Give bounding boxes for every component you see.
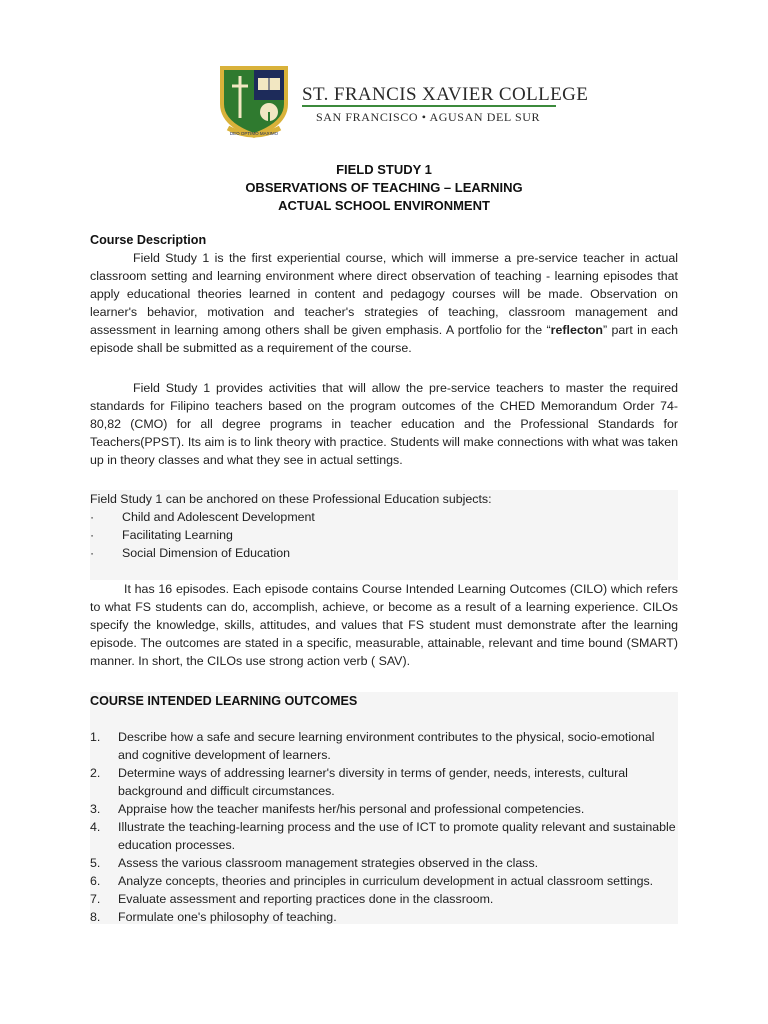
list-item: · Facilitating Learning [90, 526, 678, 544]
item-text: Illustrate the teaching-learning process and the use of ICT to promote quality relevant and sustainable education processes. [118, 820, 676, 852]
list-item [90, 854, 678, 872]
item-number: 5. [90, 856, 101, 870]
item-text: Assess the various classroom management strategies observed in the class. [118, 856, 539, 870]
course-description-section [90, 231, 678, 357]
college-name: ST. FRANCIS XAVIER COLLEGE [302, 84, 589, 105]
subjects-list [90, 508, 678, 562]
subjects-section [90, 490, 678, 580]
episodes-paragraph: It has 16 episodes. Each episode contains Course Intended Learning Outcomes (CILO) which refers to what FS students can do, accomplish, achieve, or become as a result of a learning experience. CILOs specify the knowledge, skills, attitudes, and values that FS student must demonstrate after the learning episode. The outcomes are stated in a specific, measurable, attainable, relevant and time bound (SMART) manner. In short, the CILOs use strong action verb ( SAV). [90, 582, 678, 668]
header-divider [302, 105, 556, 107]
title-line-2: OBSERVATIONS OF TEACHING – LEARNING [245, 180, 523, 195]
document-title-block [0, 161, 768, 215]
paragraph-1-text-a: Field Study 1 is the first experiential course, which will immerse a pre-service teacher in actual classroom setting and learning environment where direct observation of teaching - learning episodes that apply educational theories learned in content and pedagogy courses will be made. Observation on learner's behavior, motivation and teacher's strategies of teaching, classroom management and assessment in learning among others shall be given emphasis. A portfolio for the “ [90, 251, 678, 337]
item-number: 4. [90, 820, 101, 834]
list-item [90, 908, 678, 926]
item-number: 2. [90, 766, 101, 780]
item-number: 7. [90, 892, 101, 906]
list-item [90, 818, 678, 854]
list-item: · Social Dimension of Education [90, 544, 678, 562]
item-text: Describe how a safe and secure learning environment contributes to the physical, socio-emotional and cognitive development of learners. [118, 730, 655, 762]
item-number: 8. [90, 910, 101, 924]
college-location: SAN FRANCISCO • AGUSAN DEL SUR [316, 110, 541, 124]
title-line-3: ACTUAL SCHOOL ENVIRONMENT [278, 198, 490, 213]
cilo-section [90, 692, 678, 924]
item-text: Determine ways of addressing learner's diversity in terms of gender, needs, interests, cultural background and difficult circumstances. [118, 766, 628, 798]
item-text: Appraise how the teacher manifests her/his personal and professional competencies. [118, 802, 585, 816]
title-line-1: FIELD STUDY 1 [336, 162, 432, 177]
list-item [90, 800, 678, 818]
course-description-paragraph-2: Field Study 1 provides activities that will allow the pre-service teachers to master the required standards for Filipino teachers based on the program outcomes of the CHED Memorandum Order 74-80,82 (CMO) for all degree programs in teacher education and the Professional Standards for Teachers(PPST). Its aim is to link theory with practice. Students will make connections with what was taken up in theory classes and what they see in actual settings. [90, 381, 678, 467]
course-description-paragraph-1 [90, 249, 678, 357]
paragraph-1-text-b: ” part in each episode shall be submitted as a requirement of the course. [90, 323, 678, 355]
seal-motto: DEO OPTIMO MAXIMO [229, 131, 279, 136]
item-number: 3. [90, 802, 101, 816]
item-number: 1. [90, 730, 101, 744]
item-text: Evaluate assessment and reporting practices done in the classroom. [118, 892, 494, 906]
college-seal-logo [214, 60, 294, 142]
list-item [90, 764, 678, 800]
list-item [90, 890, 678, 908]
list-item: · Child and Adolescent Development [90, 508, 678, 526]
item-number: 6. [90, 874, 101, 888]
reflection-term: reflecton [550, 323, 603, 337]
list-item [90, 728, 678, 764]
list-item [90, 872, 678, 890]
subjects-intro: Field Study 1 can be anchored on these Professional Education subjects: [90, 492, 492, 506]
course-description-heading: Course Description [90, 233, 207, 247]
cilo-heading: COURSE INTENDED LEARNING OUTCOMES [90, 694, 358, 708]
cilo-list [90, 728, 678, 926]
college-header [214, 60, 589, 142]
item-text: Analyze concepts, theories and principles in curriculum development in actual classroom settings. [118, 874, 654, 888]
item-text: Formulate one's philosophy of teaching. [118, 910, 337, 924]
